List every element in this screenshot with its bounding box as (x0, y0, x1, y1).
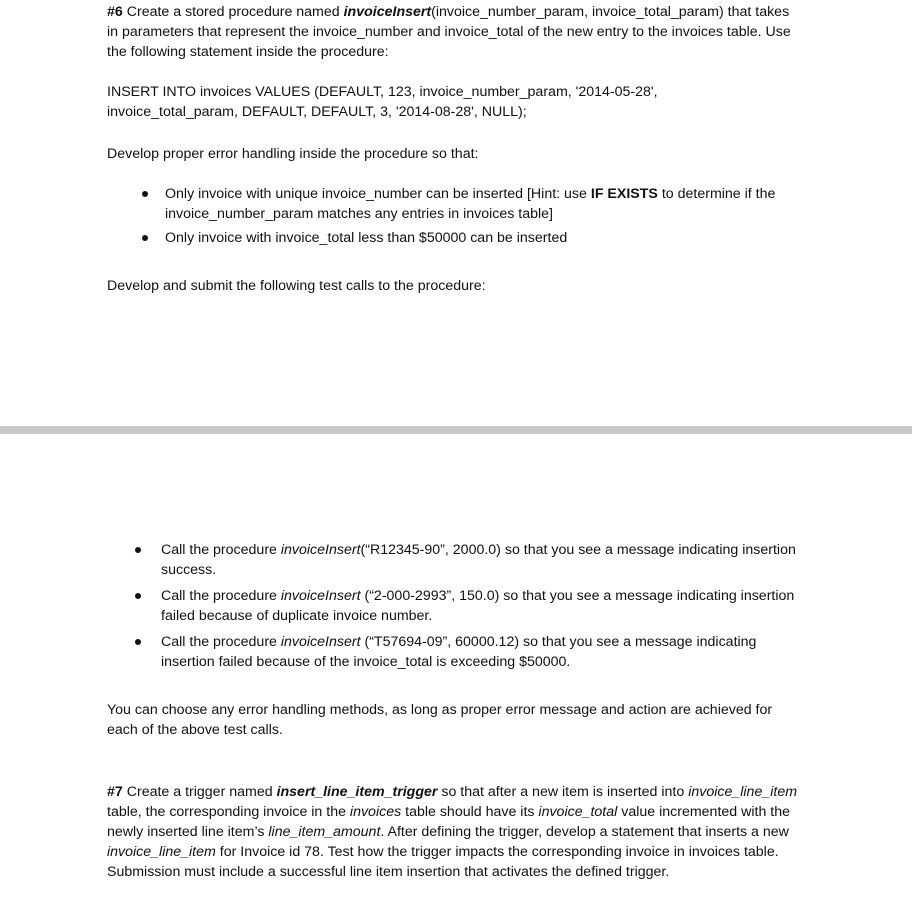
list-item: Call the procedure invoiceInsert (“2-000-2993”, 150.0) so that you see a message indicating insertion failed because of duplicate invoice number. (161, 586, 801, 626)
bullet-icon (135, 547, 141, 553)
q7-text: #7 Create a trigger named insert_line_item_trigger so that after a new item is inserted into invoice_line_item table, the corresponding invoice in the invoices table should have its invoice_total value incremented with the newly inserted line item’s line_item_amount. After defining the trigger, develop a statement that inserts a new invoice_line_item for Invoice id 78. Test how the trigger impacts the corresponding invoice in invoices table. Submission must include a successful line item insertion that activates the defined trigger. (107, 784, 798, 880)
bullet-icon (135, 639, 141, 645)
q7-number: #7 (107, 784, 123, 800)
bullet-icon (142, 191, 148, 197)
q6-sql-line-2: invoice_total_param, DEFAULT, DEFAULT, 3, '2014-08-28', NULL); (107, 104, 527, 120)
q6-closing-note: You can choose any error handling methods, as long as proper error message and action are achieved for each of the above test calls. (107, 702, 773, 738)
q6-sql-line-1: INSERT INTO invoices VALUES (DEFAULT, 123, invoice_number_param, '2014-05-28', (107, 84, 658, 100)
page-upper (0, 0, 912, 426)
list-item: Only invoice with unique invoice_number can be inserted [Hint: use IF EXISTS to determine if the invoice_number_param matches any entries in invoices table] (165, 184, 795, 224)
bullet-icon (142, 235, 148, 241)
q6-number: #6 (107, 4, 123, 20)
list-item: Call the procedure invoiceInsert(“R12345-90”, 2000.0) so that you see a message indicating insertion success. (161, 540, 801, 580)
bullet-icon (135, 593, 141, 599)
q6-test-calls-list (161, 540, 801, 672)
list-item: Call the procedure invoiceInsert (“T57694-09”, 60000.12) so that you see a message indicating insertion failed because of the invoice_total is exceeding $50000. (161, 632, 801, 672)
q6-intro: #6 Create a stored procedure named invoiceInsert(invoice_number_param, invoice_total_param) that takes in parameters that represent the invoice_number and invoice_total of the new entry to the invoices table. Use the following statement inside the procedure: (107, 4, 791, 60)
page-divider (0, 426, 912, 434)
q6-proc-name: invoiceInsert (343, 4, 432, 20)
q6-requirements-list (165, 184, 795, 248)
q6-test-intro: Develop and submit the following test calls to the procedure: (107, 278, 486, 294)
q7-trigger-name: insert_line_item_trigger (276, 784, 438, 800)
list-item: Only invoice with invoice_total less than $50000 can be inserted (165, 228, 795, 248)
q6-error-intro: Develop proper error handling inside the procedure so that: (107, 146, 479, 162)
page-lower (0, 434, 912, 904)
